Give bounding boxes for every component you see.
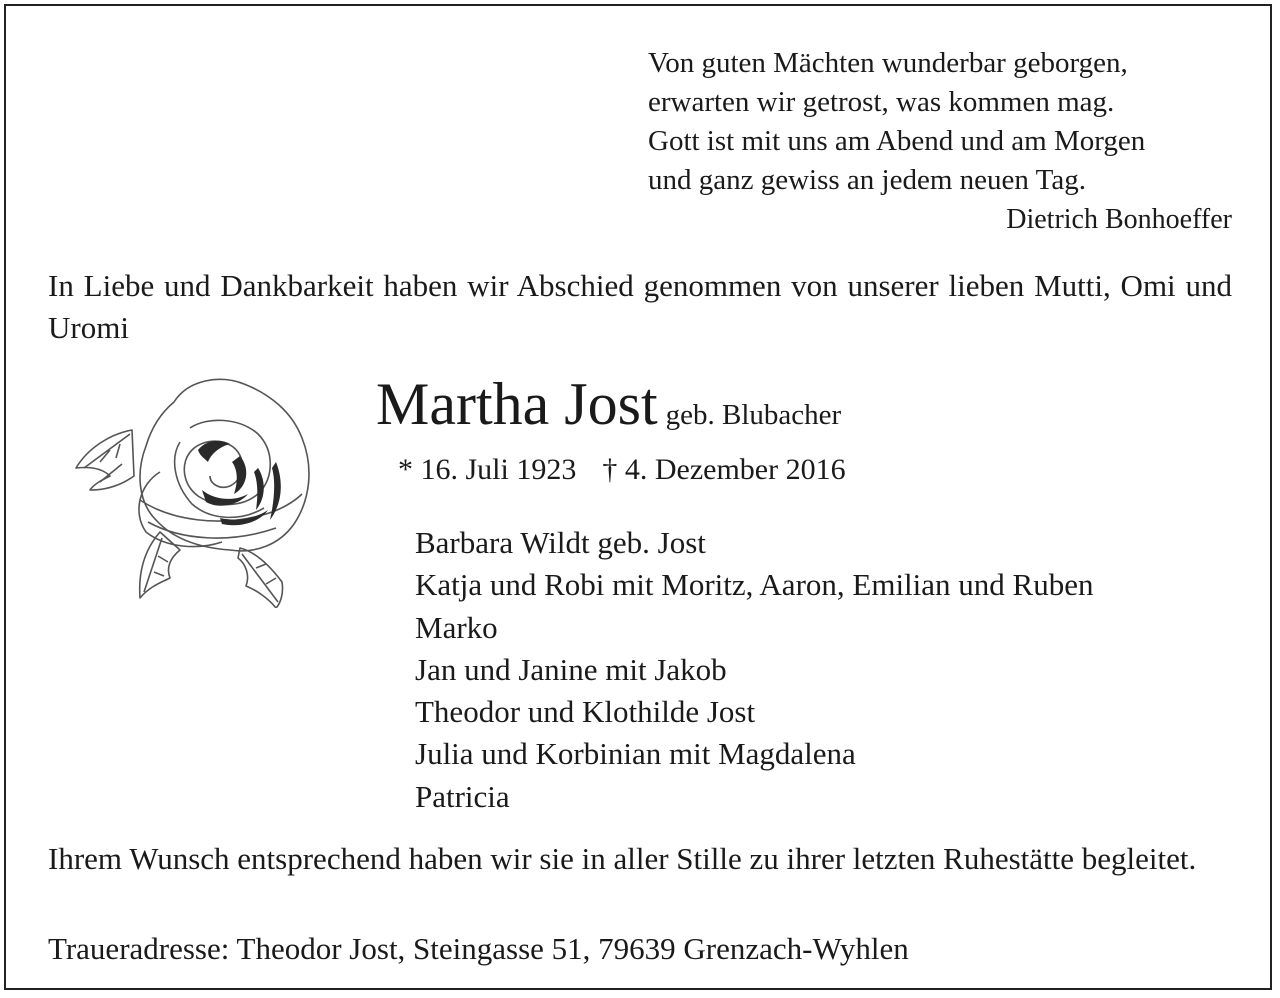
rose-icon xyxy=(70,372,332,608)
poem-line: und ganz gewiss an jedem neuen Tag. xyxy=(648,164,1086,196)
birth-date: * 16. Juli 1923 xyxy=(398,453,577,486)
family-list xyxy=(415,522,1093,818)
closing-text: Ihrem Wunsch entsprechend haben wir sie in aller Stille zu ihrer letzten Ruhestätte begleitet. xyxy=(48,841,1197,876)
poem-line: Von guten Mächten wunderbar geborgen, xyxy=(648,47,1128,79)
poem-line: erwarten wir getrost, was kommen mag. xyxy=(648,86,1115,118)
family-member: Theodor und Klothilde Jost xyxy=(415,694,756,730)
death-date: † 4. Dezember 2016 xyxy=(602,453,846,486)
intro-text: In Liebe und Dankbarkeit haben wir Abschied genommen von unserer lieben Mutti, Omi und Uromi xyxy=(48,268,1232,345)
poem-author: Dietrich Bonhoeffer xyxy=(1006,204,1232,235)
family-member: Jan und Janine mit Jakob xyxy=(415,651,727,687)
deceased-maiden-name: geb. Blubacher xyxy=(665,399,842,431)
family-member: Marko xyxy=(415,609,498,645)
family-member: Barbara Wildt geb. Jost xyxy=(415,525,706,560)
family-member: Julia und Korbinian mit Magdalena xyxy=(415,736,856,772)
deceased-name: Martha Jost xyxy=(376,371,658,437)
poem-block xyxy=(648,44,1232,239)
family-member: Patricia xyxy=(415,778,510,814)
poem-line: Gott ist mit uns am Abend und am Morgen xyxy=(648,125,1146,157)
life-dates xyxy=(398,450,846,490)
family-member: Katja und Robi mit Moritz, Aaron, Emilian und Ruben xyxy=(415,567,1094,603)
deceased-heading xyxy=(376,366,841,442)
mourning-address: Traueradresse: Theodor Jost, Steingasse 51, 79639 Grenzach-Wyhlen xyxy=(48,931,909,966)
